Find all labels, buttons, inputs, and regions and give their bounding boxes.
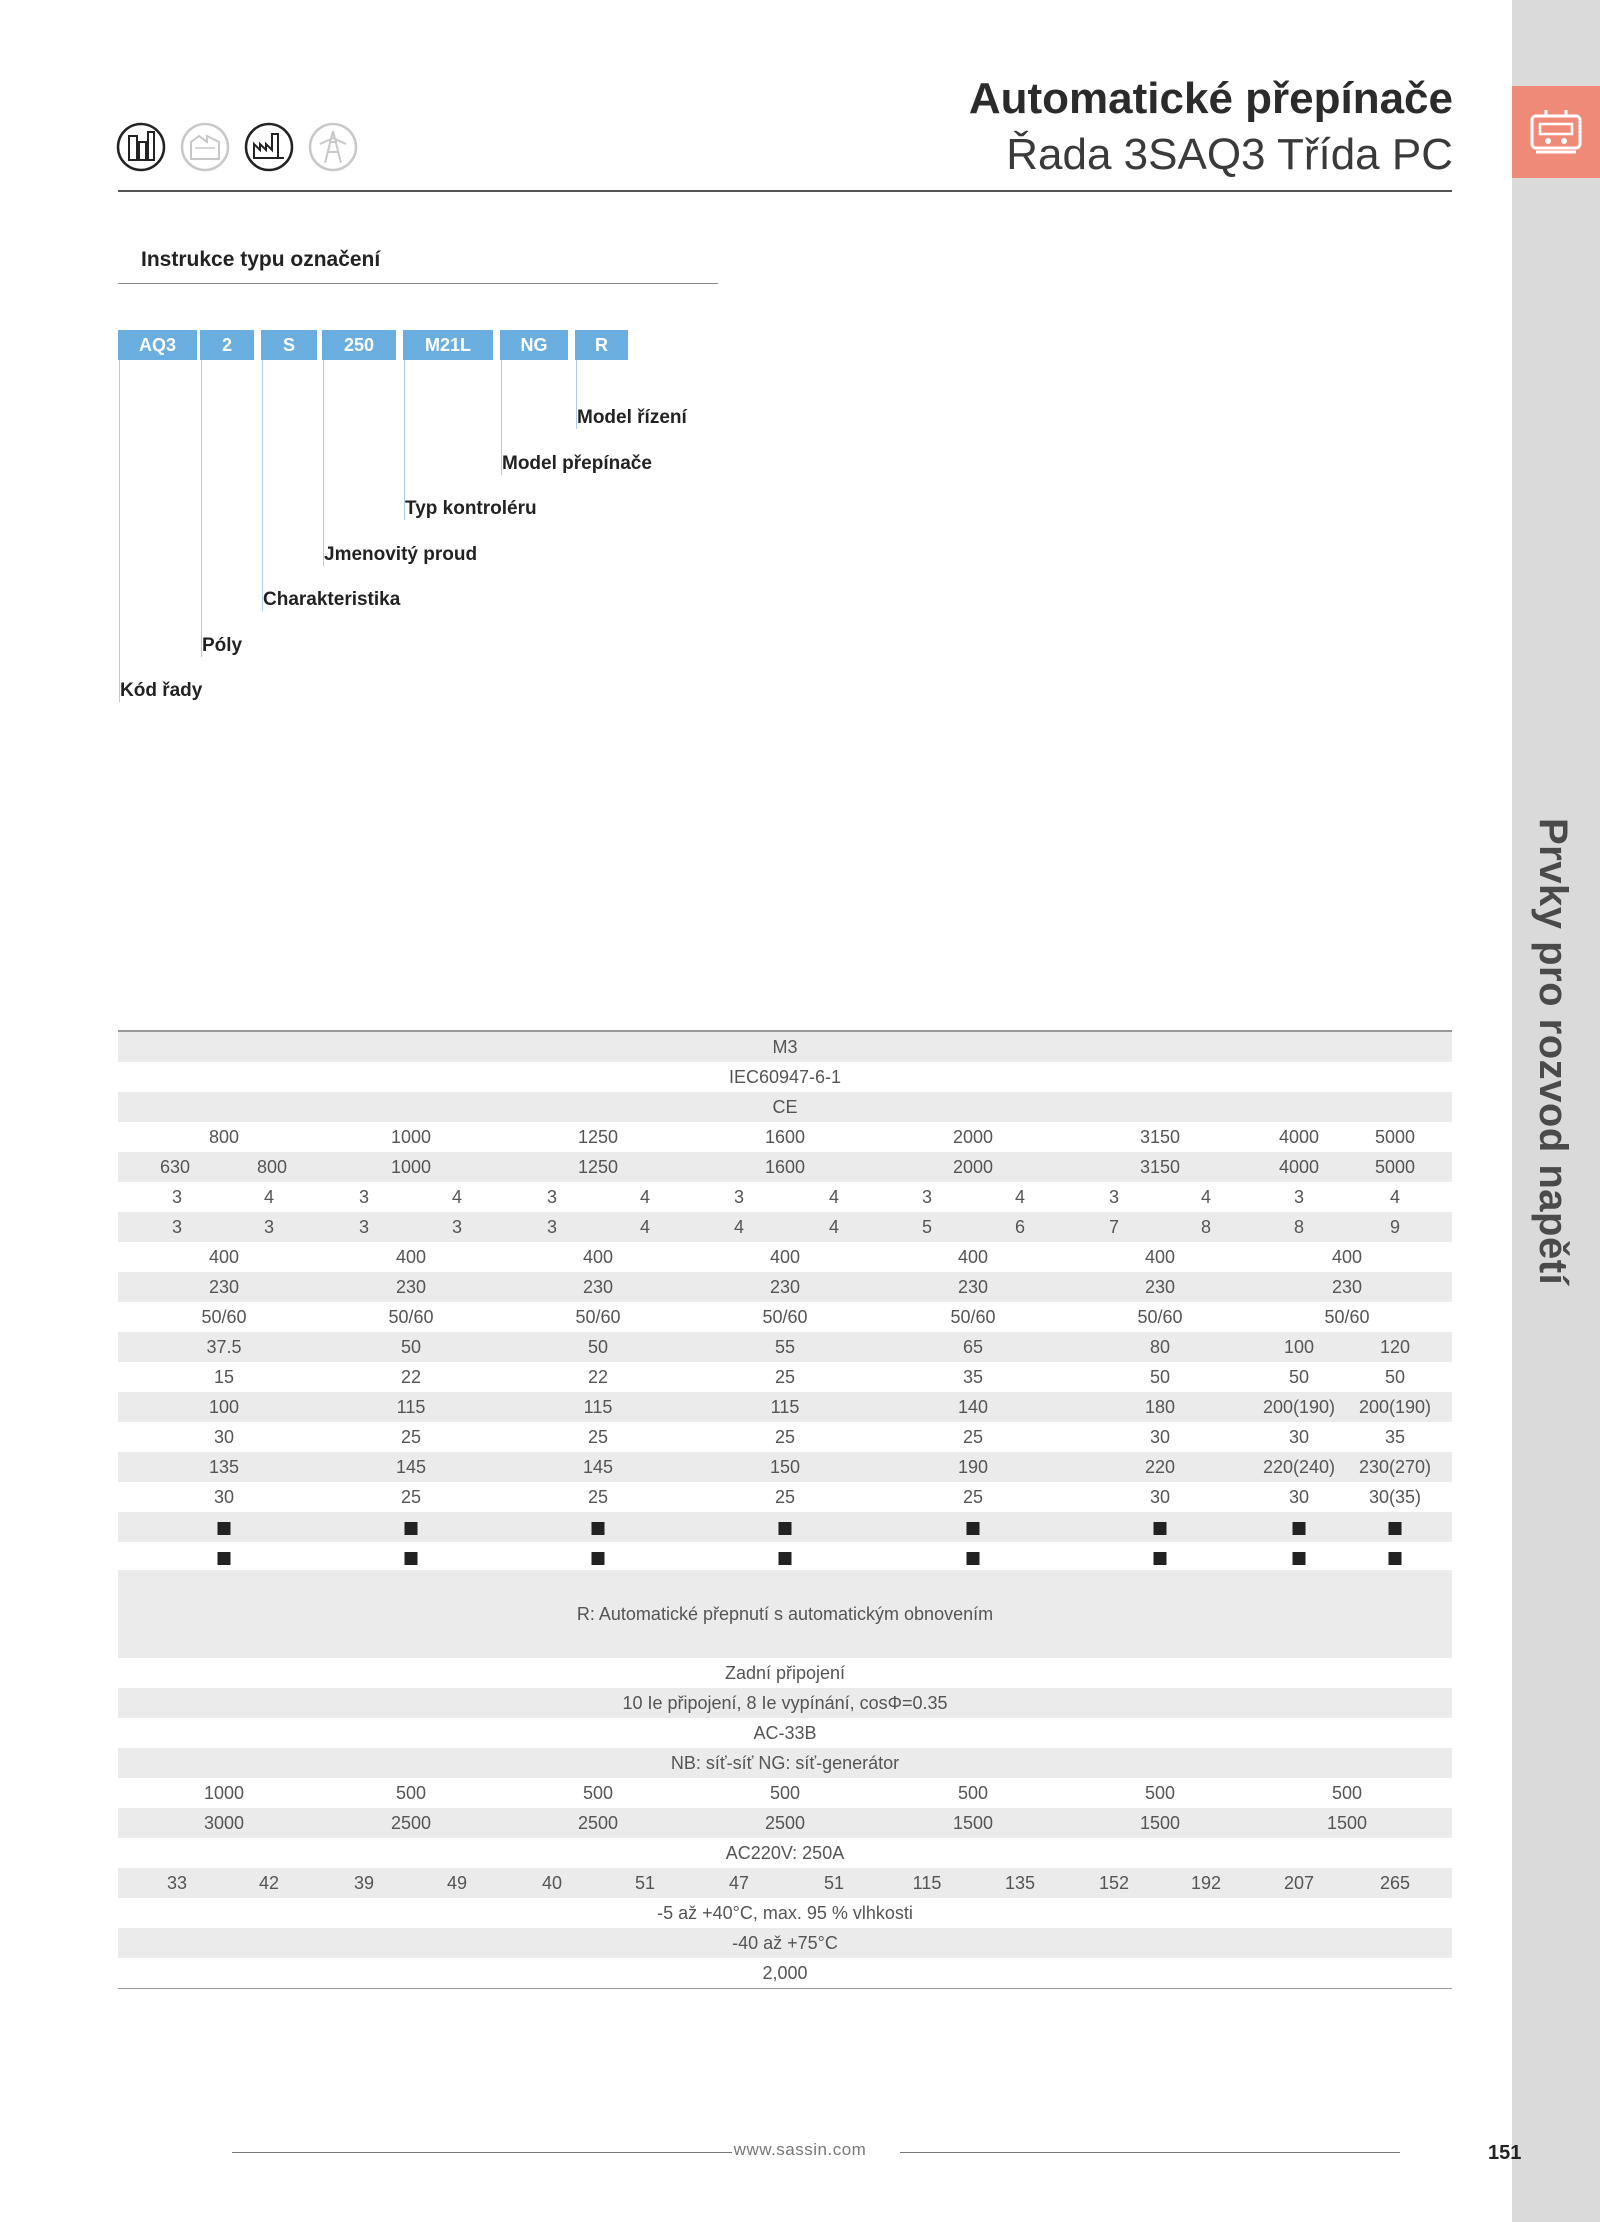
table-cell: 1250 [577, 1157, 619, 1177]
table-cell: 400 [208, 1247, 240, 1267]
table-cell: 3 [733, 1187, 745, 1207]
page-number: 151 [1488, 2142, 1522, 2164]
table-cell: 25 [962, 1427, 984, 1447]
table-cell: -40 až +75°C [732, 1933, 838, 1953]
table-cell: 192 [1190, 1873, 1222, 1893]
table-cell: 230 [1144, 1277, 1176, 1297]
switch-device-icon [1526, 106, 1586, 158]
table-cell: 230 [957, 1277, 989, 1297]
table-cell: 500 [1144, 1783, 1176, 1803]
table-cell: 50 [400, 1337, 422, 1357]
filled-square-icon [218, 1512, 231, 1542]
table-row [118, 1092, 1452, 1122]
filled-square-icon [967, 1512, 980, 1542]
table-cell: AC220V: 250A [725, 1843, 845, 1863]
table-row [118, 1242, 1452, 1272]
table-row [118, 1928, 1452, 1958]
table-cell: 4 [451, 1187, 463, 1207]
table-cell: 8 [1293, 1217, 1305, 1237]
table-cell: 35 [1384, 1427, 1406, 1447]
table-cell: 100 [1283, 1337, 1315, 1357]
table-cell: 207 [1283, 1873, 1315, 1893]
table-cell: 3000 [203, 1813, 245, 1833]
table-cell: 220 [1144, 1457, 1176, 1477]
table-cell: 400 [582, 1247, 614, 1267]
table-row [118, 1212, 1452, 1242]
table-cell: 25 [400, 1427, 422, 1447]
table-cell: 30 [1288, 1487, 1310, 1507]
table-cell: 152 [1098, 1873, 1130, 1893]
table-cell: 39 [353, 1873, 375, 1893]
filled-square-icon [1293, 1512, 1306, 1542]
table-row [118, 1152, 1452, 1182]
designation-connector [404, 360, 405, 520]
filled-square-icon [405, 1512, 418, 1542]
table-cell: 2000 [952, 1127, 994, 1147]
table-cell: 100 [208, 1397, 240, 1417]
designation-connector [119, 360, 120, 702]
table-cell: 1000 [390, 1157, 432, 1177]
table-cell: 30 [1149, 1427, 1171, 1447]
section-divider [118, 283, 718, 284]
designation-label: Kód řady [120, 680, 203, 701]
table-cell: 40 [541, 1873, 563, 1893]
designation-code-box: M21L [403, 330, 493, 360]
table-row [118, 1688, 1452, 1718]
table-row [118, 1542, 1452, 1572]
table-cell: 115 [912, 1873, 942, 1893]
table-cell: 25 [774, 1487, 796, 1507]
table-cell: 5 [921, 1217, 933, 1237]
table-cell: 37.5 [206, 1337, 242, 1357]
designation-code-box: NG [500, 330, 568, 360]
table-cell: 7 [1108, 1217, 1120, 1237]
table-row [118, 1778, 1452, 1808]
designation-code-box: R [575, 330, 628, 360]
sidebar-label: Prvky pro rozvod napětí [1531, 818, 1575, 1286]
designation-label: Póly [202, 634, 243, 656]
footer-rule-right [900, 2152, 1400, 2153]
table-cell: 3 [171, 1217, 183, 1237]
table-cell: 2500 [577, 1813, 619, 1833]
table-cell: 51 [634, 1873, 656, 1893]
table-cell: 400 [769, 1247, 801, 1267]
table-cell: 115 [396, 1397, 426, 1417]
designation-label: Model přepínače [502, 452, 652, 474]
table-row [118, 1302, 1452, 1332]
table-row [118, 1182, 1452, 1212]
table-cell: 30(35) [1368, 1487, 1422, 1507]
building-icon [116, 122, 166, 172]
header-divider [118, 190, 1452, 192]
table-cell: 4000 [1278, 1127, 1320, 1147]
table-cell: 800 [256, 1157, 288, 1177]
table-cell: 115 [583, 1397, 613, 1417]
table-cell: 400 [395, 1247, 427, 1267]
table-cell: 230 [1331, 1277, 1363, 1297]
table-cell: NB: síť-síť NG: síť-generátor [670, 1753, 900, 1773]
designation-connector [262, 360, 263, 611]
table-cell: 115 [770, 1397, 800, 1417]
table-cell: 190 [957, 1457, 989, 1477]
table-cell: 120 [1379, 1337, 1411, 1357]
table-cell: 135 [1004, 1873, 1036, 1893]
table-cell: 5000 [1374, 1157, 1416, 1177]
table-row [118, 1512, 1452, 1542]
factory-icon [180, 122, 230, 172]
table-cell: 2,000 [762, 1963, 808, 1983]
table-cell: 51 [823, 1873, 845, 1893]
table-cell: 1500 [1139, 1813, 1181, 1833]
filled-square-icon [967, 1542, 980, 1572]
footer-rule-left [232, 2152, 732, 2153]
table-row [118, 1570, 1452, 1658]
table-cell: 50/60 [762, 1307, 808, 1327]
table-cell: 3 [358, 1187, 370, 1207]
table-cell: 3150 [1139, 1157, 1181, 1177]
footer-url: www.sassin.com [733, 2140, 867, 2159]
table-cell: 30 [213, 1487, 235, 1507]
table-cell: 50/60 [1324, 1307, 1370, 1327]
designation-label: Jmenovitý proud [324, 543, 478, 565]
table-cell: 15 [213, 1367, 235, 1387]
filled-square-icon [779, 1512, 792, 1542]
filled-square-icon [592, 1542, 605, 1572]
table-cell: 1500 [1326, 1813, 1368, 1833]
table-cell: 35 [962, 1367, 984, 1387]
table-cell: 2500 [390, 1813, 432, 1833]
table-cell: 25 [400, 1487, 422, 1507]
designation-label: Charakteristika [263, 589, 401, 610]
table-cell: 25 [774, 1427, 796, 1447]
table-cell: 9 [1389, 1217, 1401, 1237]
table-cell: 4 [828, 1187, 840, 1207]
tower-icon [308, 122, 358, 172]
table-cell: 3150 [1139, 1127, 1181, 1147]
table-cell: 50 [1384, 1367, 1406, 1387]
table-cell: 2500 [764, 1813, 806, 1833]
table-cell: 49 [446, 1873, 468, 1893]
table-cell: 3 [171, 1187, 183, 1207]
table-row [118, 1482, 1452, 1512]
page-subtitle: Řada 3SAQ3 Třída PC [1006, 130, 1453, 179]
table-row [118, 1362, 1452, 1392]
table-cell: 230 [769, 1277, 801, 1297]
table-cell: 30 [1149, 1487, 1171, 1507]
table-cell: 400 [1144, 1247, 1176, 1267]
table-bottom-rule [118, 1988, 1452, 1989]
table-cell: 220(240) [1262, 1457, 1336, 1477]
table-cell: 33 [166, 1873, 188, 1893]
table-cell: 3 [358, 1217, 370, 1237]
filled-square-icon [1154, 1542, 1167, 1572]
table-row [118, 1122, 1452, 1152]
table-cell: 55 [774, 1337, 796, 1357]
table-cell: 4 [639, 1217, 651, 1237]
table-row [118, 1422, 1452, 1452]
table-row [118, 1838, 1452, 1868]
table-row [118, 1062, 1452, 1092]
table-row [118, 1718, 1452, 1748]
filled-square-icon [779, 1542, 792, 1572]
filled-square-icon [405, 1542, 418, 1572]
table-cell: 25 [774, 1367, 796, 1387]
designation-connector [323, 360, 324, 566]
section-heading: Instrukce typu označení [141, 248, 381, 271]
table-cell: 4 [828, 1217, 840, 1237]
table-cell: 3 [1108, 1187, 1120, 1207]
table-cell: 4 [1200, 1187, 1212, 1207]
table-cell: 230 [208, 1277, 240, 1297]
table-cell: 200(190) [1358, 1397, 1432, 1417]
table-cell: 230(270) [1358, 1457, 1432, 1477]
table-cell: AC-33B [753, 1723, 817, 1743]
table-cell: 4 [1389, 1187, 1401, 1207]
table-row [118, 1272, 1452, 1302]
table-row [118, 1958, 1452, 1988]
table-cell: 65 [962, 1337, 984, 1357]
table-row [118, 1332, 1452, 1362]
filled-square-icon [1154, 1512, 1167, 1542]
designation-connector [201, 360, 202, 657]
table-cell: 8 [1200, 1217, 1212, 1237]
table-cell: 50/60 [950, 1307, 996, 1327]
designation-label: Typ kontroléru [405, 498, 537, 519]
table-cell: 22 [587, 1367, 609, 1387]
table-cell: 630 [159, 1157, 191, 1177]
table-cell: 4 [263, 1187, 275, 1207]
table-cell: 3 [546, 1217, 558, 1237]
table-cell: 3 [921, 1187, 933, 1207]
table-cell: 1000 [203, 1783, 245, 1803]
table-cell: 135 [208, 1457, 240, 1477]
table-row [118, 1808, 1452, 1838]
table-cell: 80 [1149, 1337, 1171, 1357]
table-cell: 400 [957, 1247, 989, 1267]
table-cell: 42 [258, 1873, 280, 1893]
designation-code-box: 2 [200, 330, 254, 360]
table-cell: 230 [395, 1277, 427, 1297]
table-cell: 50/60 [1137, 1307, 1183, 1327]
table-cell: 500 [769, 1783, 801, 1803]
table-cell: 5000 [1374, 1127, 1416, 1147]
table-cell: R: Automatické přepnutí s automatickým obnovením [576, 1604, 994, 1624]
filled-square-icon [218, 1542, 231, 1572]
table-cell: 3 [1293, 1187, 1305, 1207]
table-cell: 30 [213, 1427, 235, 1447]
table-cell: 500 [957, 1783, 989, 1803]
table-cell: 400 [1331, 1247, 1363, 1267]
table-cell: 140 [957, 1397, 989, 1417]
table-cell: 6 [1014, 1217, 1026, 1237]
table-cell: 1600 [764, 1127, 806, 1147]
table-cell: 25 [962, 1487, 984, 1507]
sidebar-badge [1512, 86, 1600, 178]
table-cell: CE [772, 1097, 798, 1117]
table-cell: M3 [772, 1037, 798, 1057]
table-cell: 800 [208, 1127, 240, 1147]
table-cell: 50 [1288, 1367, 1310, 1387]
table-cell: 1250 [577, 1127, 619, 1147]
designation-label: Model řízení [577, 407, 687, 428]
table-cell: 200(190) [1262, 1397, 1336, 1417]
table-cell: 145 [582, 1457, 614, 1477]
table-cell: 500 [582, 1783, 614, 1803]
table-row [118, 1032, 1452, 1062]
designation-code-box: S [261, 330, 317, 360]
table-cell: 2000 [952, 1157, 994, 1177]
table-cell: 1600 [764, 1157, 806, 1177]
table-cell: 265 [1379, 1873, 1411, 1893]
page-title: Automatické přepínače [968, 74, 1453, 123]
table-cell: 4000 [1278, 1157, 1320, 1177]
designation-code-box: 250 [322, 330, 396, 360]
table-cell: 500 [395, 1783, 427, 1803]
table-cell: 145 [395, 1457, 427, 1477]
table-cell: 50/60 [388, 1307, 434, 1327]
table-row [118, 1392, 1452, 1422]
table-cell: 150 [769, 1457, 801, 1477]
table-row [118, 1898, 1452, 1928]
filled-square-icon [1389, 1512, 1402, 1542]
table-cell: 50 [587, 1337, 609, 1357]
table-cell: 10 Ie připojení, 8 Ie vypínání, cosΦ=0.35 [622, 1693, 948, 1713]
table-cell: 230 [582, 1277, 614, 1297]
table-cell: 4 [733, 1217, 745, 1237]
table-cell: 50/60 [575, 1307, 621, 1327]
table-cell: Zadní připojení [724, 1663, 846, 1683]
table-cell: 25 [587, 1427, 609, 1447]
table-cell: 25 [587, 1487, 609, 1507]
filled-square-icon [592, 1512, 605, 1542]
table-row [118, 1748, 1452, 1778]
table-row [118, 1658, 1452, 1688]
table-cell: 50 [1149, 1367, 1171, 1387]
table-cell: 50/60 [201, 1307, 247, 1327]
filled-square-icon [1293, 1542, 1306, 1572]
table-cell: 4 [639, 1187, 651, 1207]
table-cell: 180 [1144, 1397, 1176, 1417]
table-cell: 1500 [952, 1813, 994, 1833]
designation-code-box: AQ3 [118, 330, 197, 360]
table-cell: 30 [1288, 1427, 1310, 1447]
table-cell: IEC60947-6-1 [728, 1067, 842, 1087]
table-cell: 3 [451, 1217, 463, 1237]
table-cell: 3 [546, 1187, 558, 1207]
table-row [118, 1868, 1452, 1898]
filled-square-icon [1389, 1542, 1402, 1572]
table-cell: 22 [400, 1367, 422, 1387]
table-cell: 3 [263, 1217, 275, 1237]
table-cell: 1000 [390, 1127, 432, 1147]
table-row [118, 1452, 1452, 1482]
table-cell: 47 [728, 1873, 750, 1893]
table-cell: -5 až +40°C, max. 95 % vlhkosti [657, 1903, 913, 1923]
industrial-plant-icon [244, 122, 294, 172]
table-cell: 500 [1331, 1783, 1363, 1803]
table-cell: 4 [1014, 1187, 1026, 1207]
